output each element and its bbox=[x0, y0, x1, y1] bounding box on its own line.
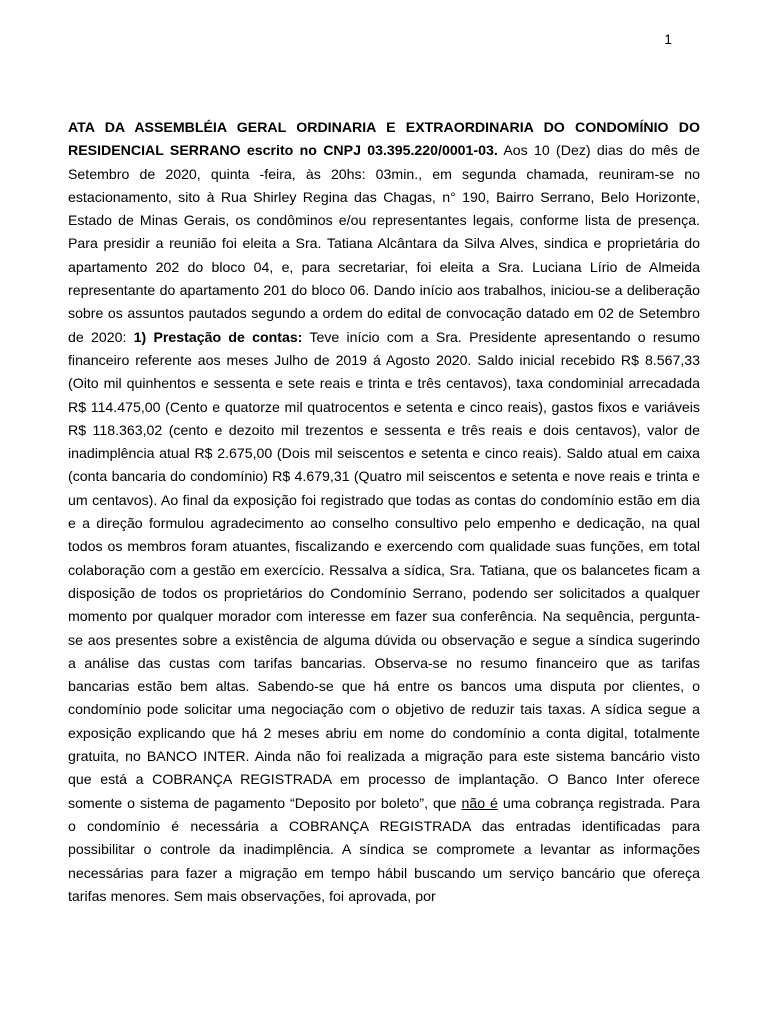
section-text-prestacao-de-contas: Teve início com a Sra. Presidente apresentando o resumo financeiro referente aos meses Julho de 2019 á Agosto 2020. Saldo inicial recebido R$ 8.567,33 (Oito mil quinhentos e sessenta e sete reais e trinta e três centavos), taxa condominial arrecadada R$ 114.475,00 (Cento e quatorze mil quatrocentos e setenta e cinco reais), gastos fixos e variáveis R$ 118.363,02 (cento e dezoito mil trezentos e sessenta e três reais e dois centavos), valor de inadimplência atual R$ 2.675,00 (Dois mil seiscentos e setenta e cinco reais). Saldo atual em caixa (conta bancaria do condomínio) R$ 4.679,31 (Quatro mil seiscentos e setenta e nove reais e trinta e um centavos). Ao final da exposição foi registrado que todas as contas do condomínio estão em dia e a direção formulou agradecimento ao conselho consultivo pelo empenho e dedicação, na qual todos os membros foram atuantes, fiscalizando e exercendo com qualidade suas funções, em total colaboração com a gestão em exercício. Ressalva a sídica, Sra. Tatiana, que os balancetes ficam a disposição de todos os proprietários do Condomínio Serrano, podendo ser solicitados a qualquer momento por qualquer morador com interesse em fazer sua conferência. Na sequência, pergunta-se aos presentes sobre a existência de alguma dúvida ou observação e segue a síndica sugerindo a análise das custas com tarifas bancarias. Observa-se no resumo financeiro que as tarifas bancarias estão bem altas. Sabendo-se que há entre os bancos uma disputa por clientes, o condomínio pode solicitar uma negociação com o objetivo de reduzir tais taxas. A sídica segue a exposição explicando que há 2 meses abriu em nome do condomínio a conta digital, totalmente gratuita, no BANCO INTER. Ainda não foi realizada a migração para este sistema bancário visto que está a COBRANÇA REGISTRADA em processo de implantação. O Banco Inter oferece somente o sistema de pagamento “Deposito por boleto”, que bbox=[68, 328, 700, 811]
section-heading-prestacao-de-contas: 1) Prestação de contas: bbox=[133, 328, 303, 345]
minutes-body bbox=[68, 116, 700, 908]
intro-paragraph: Aos 10 (Dez) dias do mês de Setembro de 2020, quinta -feira, às 20hs: 03min., em segunda chamada, reuniram-se no estacionamento, sito à Rua Shirley Regina das Chagas, n° 190, Bairro Serrano, Belo Horizonte, Estado de Minas Gerais, os condôminos e/ou representantes legais, conforme lista de presença. Para presidir a reunião foi eleita a Sra. Tatiana Alcântara da Silva Alves, sindica e proprietária do apartamento 202 do bloco 04, e, para secretariar, foi eleita a Sra. Luciana Lírio de Almeida representante do apartamento 201 do bloco 06. Dando início aos trabalhos, iniciou-se a deliberação sobre os assuntos pautados segundo a ordem do edital de convocação datado em 02 de Setembro de 2020: bbox=[68, 142, 700, 345]
page-number: 1 bbox=[664, 31, 672, 47]
document-title: ATA DA ASSEMBLÉIA GERAL ORDINARIA E EXTRAORDINARIA DO CONDOMÍNIO DO RESIDENCIAL SERRANO escrito no CNPJ 03.395.220/0001-03. bbox=[68, 119, 700, 159]
closing-text: uma cobrança registrada. Para o condomínio é necessária a COBRANÇA REGISTRADA das entradas identificadas para possibilitar o controle da inadimplência. A síndica se compromete a levantar as informações necessárias para fazer a migração em tempo hábil buscando um serviço bancário que ofereça tarifas menores. Sem mais observações, foi aprovada, por bbox=[68, 794, 701, 904]
underlined-phrase: não é bbox=[461, 794, 498, 811]
